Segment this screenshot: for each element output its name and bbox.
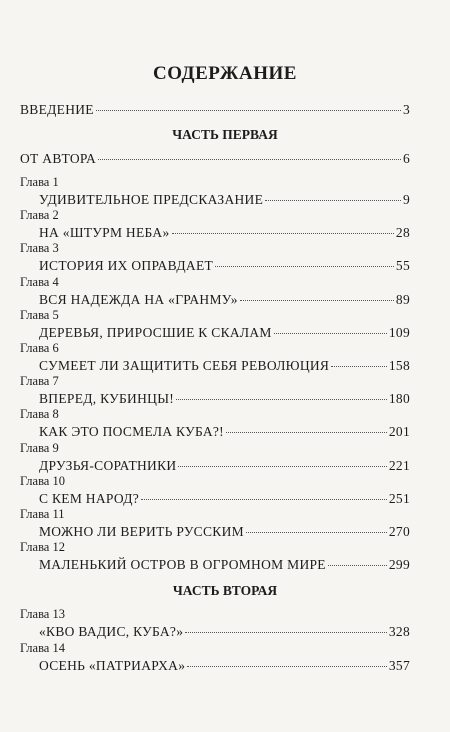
- chapter-number: Глава 11: [20, 507, 65, 521]
- dot-leader: [331, 366, 387, 367]
- toc-entry[interactable]: [39, 391, 410, 407]
- dot-leader: [96, 110, 401, 111]
- page-number: 201: [388, 424, 410, 440]
- dot-leader: [246, 532, 387, 533]
- page-number: 158: [388, 358, 410, 373]
- entry-label: КАК ЭТО ПОСМЕЛА КУБА?!: [39, 424, 224, 440]
- entry-label: УДИВИТЕЛЬНОЕ ПРЕДСКАЗАНИЕ: [39, 192, 264, 207]
- entry-label: «КВО ВАДИС, КУБА?»: [39, 624, 184, 639]
- chapter-number: Глава 7: [20, 374, 59, 389]
- toc-entry[interactable]: [39, 424, 410, 440]
- dot-leader: [265, 200, 401, 201]
- dot-leader: [176, 399, 387, 400]
- page-title: СОДЕРЖАНИЕ: [153, 63, 297, 84]
- entry-label: С КЕМ НАРОД?: [39, 490, 140, 506]
- toc-entry[interactable]: [39, 358, 410, 374]
- toc-entry[interactable]: [39, 192, 410, 208]
- entry-label: ВВЕДЕНИЕ: [20, 102, 94, 117]
- dot-leader: [226, 432, 387, 433]
- entry-label: ИСТОРИЯ ИХ ОПРАВДАЕТ: [39, 258, 214, 274]
- dot-leader: [172, 233, 394, 234]
- page-number: 89: [395, 291, 410, 307]
- chapter-number: Глава 9: [20, 440, 59, 455]
- chapter-number: Глава 3: [20, 241, 59, 256]
- entry-label: ВПЕРЕД, КУБИНЦЫ!: [39, 391, 175, 407]
- dot-leader: [187, 666, 387, 667]
- page-number: 328: [388, 624, 410, 639]
- page-number: 3: [402, 102, 410, 117]
- entry-label: МОЖНО ЛИ ВЕРИТЬ РУССКИМ: [39, 524, 244, 539]
- toc-entry[interactable]: [39, 458, 410, 474]
- page-number: 6: [402, 151, 410, 166]
- dot-leader: [215, 266, 394, 267]
- chapter-number: Глава 12: [20, 540, 65, 555]
- entry-label: ОСЕНЬ «ПАТРИАРХА»: [39, 657, 186, 673]
- toc-entry[interactable]: [39, 225, 410, 241]
- entry-label: ДРУЗЬЯ-СОРАТНИКИ: [39, 457, 177, 473]
- page-number: 270: [388, 524, 410, 539]
- dot-leader: [328, 565, 387, 566]
- toc-entry-intro[interactable]: [20, 102, 410, 118]
- dot-leader: [240, 300, 394, 301]
- page-number: 357: [388, 657, 410, 673]
- part-heading-2: ЧАСТЬ ВТОРАЯ: [172, 583, 278, 598]
- page-number: 299: [388, 557, 410, 573]
- chapter-number: Глава 5: [20, 307, 59, 322]
- chapter-number: Глава 8: [20, 407, 59, 422]
- toc-entry[interactable]: [39, 491, 410, 507]
- page-number: 251: [388, 490, 410, 506]
- page-number: 180: [388, 391, 410, 407]
- dot-leader: [185, 632, 387, 633]
- page-number: 55: [395, 258, 410, 274]
- chapter-number: Глава 2: [20, 208, 59, 223]
- chapter-number: Глава 4: [20, 274, 59, 289]
- dot-leader: [98, 159, 401, 160]
- dot-leader: [178, 466, 386, 467]
- toc-entry[interactable]: [39, 557, 410, 573]
- chapter-number: Глава 14: [20, 640, 65, 655]
- toc-entry[interactable]: [39, 258, 410, 274]
- toc-entry[interactable]: [39, 292, 410, 308]
- part-heading-1: ЧАСТЬ ПЕРВАЯ: [172, 127, 278, 142]
- entry-label: НА «ШТУРМ НЕБА»: [39, 225, 170, 241]
- chapter-number: Глава 1: [20, 175, 59, 189]
- entry-label: ОТ АВТОРА: [20, 151, 96, 166]
- toc-entry[interactable]: [39, 624, 410, 640]
- page-number: 221: [388, 457, 410, 473]
- chapter-number: Глава 13: [20, 607, 65, 621]
- chapter-number: Глава 6: [20, 341, 59, 355]
- dot-leader: [274, 333, 387, 334]
- page-number: 109: [388, 324, 410, 340]
- page-number: 28: [395, 225, 410, 241]
- entry-label: ВСЯ НАДЕЖДА НА «ГРАНМУ»: [39, 291, 238, 307]
- toc-entry[interactable]: [39, 658, 410, 674]
- chapter-number: Глава 10: [20, 473, 65, 488]
- entry-label: ДЕРЕВЬЯ, ПРИРОСШИЕ К СКАЛАМ: [39, 324, 272, 340]
- entry-label: МАЛЕНЬКИЙ ОСТРОВ В ОГРОМНОМ МИРЕ: [39, 557, 326, 573]
- dot-leader: [141, 499, 387, 500]
- page-number: 9: [402, 192, 410, 207]
- entry-label: СУМЕЕТ ЛИ ЗАЩИТИТЬ СЕБЯ РЕВОЛЮЦИЯ: [39, 358, 330, 373]
- toc-entry-author[interactable]: [20, 151, 410, 167]
- toc-entry[interactable]: [39, 524, 410, 540]
- toc-entry[interactable]: [39, 325, 410, 341]
